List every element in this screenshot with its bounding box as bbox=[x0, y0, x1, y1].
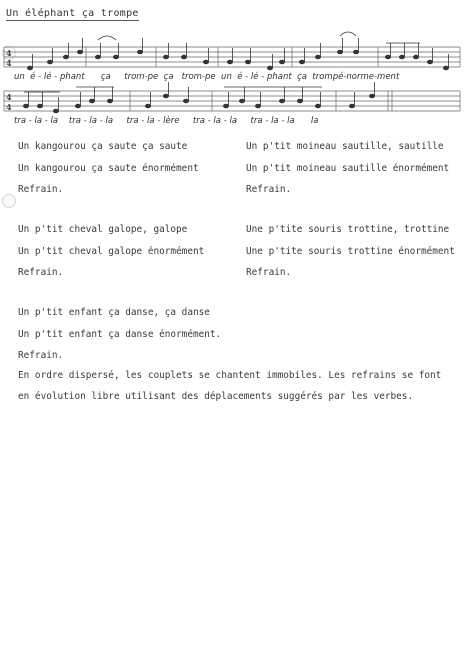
song-title: Un éléphant ça trompe bbox=[6, 8, 139, 19]
refrain-text: Refrain. bbox=[18, 350, 64, 361]
lyrics-line-1: un é - lé - phant ça trom-pe ça trom-pe un é - lé - phant ça trompé-norme-ment bbox=[14, 72, 400, 82]
verse-text: Un p'tit cheval galope énormément bbox=[18, 246, 205, 257]
verse-text: Un p'tit enfant ça danse énormément. bbox=[18, 329, 222, 340]
refrain-text: Refrain. bbox=[246, 184, 292, 195]
verse-text: Un p'tit moineau sautille, sautille bbox=[246, 141, 444, 152]
notes-staff-2 bbox=[23, 82, 374, 113]
time-signature bbox=[6, 48, 12, 68]
lyrics-line-2: tra - la - la tra - la - la tra - la - lère tra - la - la tra - la - la la bbox=[14, 116, 319, 126]
verse-text: Un p'tit cheval galope, galope bbox=[18, 224, 188, 235]
refrain-text: Refrain. bbox=[18, 267, 64, 278]
verse-text: Un p'tit moineau sautille énormément bbox=[246, 163, 450, 174]
verse-text: Une p'tite souris trottine énormément bbox=[246, 246, 455, 257]
svg-text:4: 4 bbox=[6, 102, 12, 112]
instructions-text: En ordre dispersé, les couplets se chantent immobiles. Les refrains se font bbox=[18, 370, 442, 381]
verse-text: Un p'tit enfant ça danse, ça danse bbox=[18, 307, 210, 318]
verse-text: Une p'tite souris trottine, trottine bbox=[246, 224, 450, 235]
svg-text:4: 4 bbox=[6, 58, 12, 68]
staff-1 bbox=[4, 47, 460, 67]
verse-text: Un kangourou ça saute énormément bbox=[18, 163, 199, 174]
staff-2 bbox=[4, 91, 460, 111]
verse-text: Un kangourou ça saute ça saute bbox=[18, 141, 188, 152]
refrain-text: Refrain. bbox=[18, 184, 64, 195]
punch-hole bbox=[2, 194, 16, 208]
svg-text:4: 4 bbox=[6, 48, 12, 58]
time-signature-2 bbox=[6, 92, 12, 112]
refrain-text: Refrain. bbox=[246, 267, 292, 278]
instructions-text: en évolution libre utilisant des déplacements suggérés par les verbes. bbox=[18, 391, 414, 402]
notes-staff-1 bbox=[27, 32, 448, 70]
svg-text:4: 4 bbox=[6, 92, 12, 102]
